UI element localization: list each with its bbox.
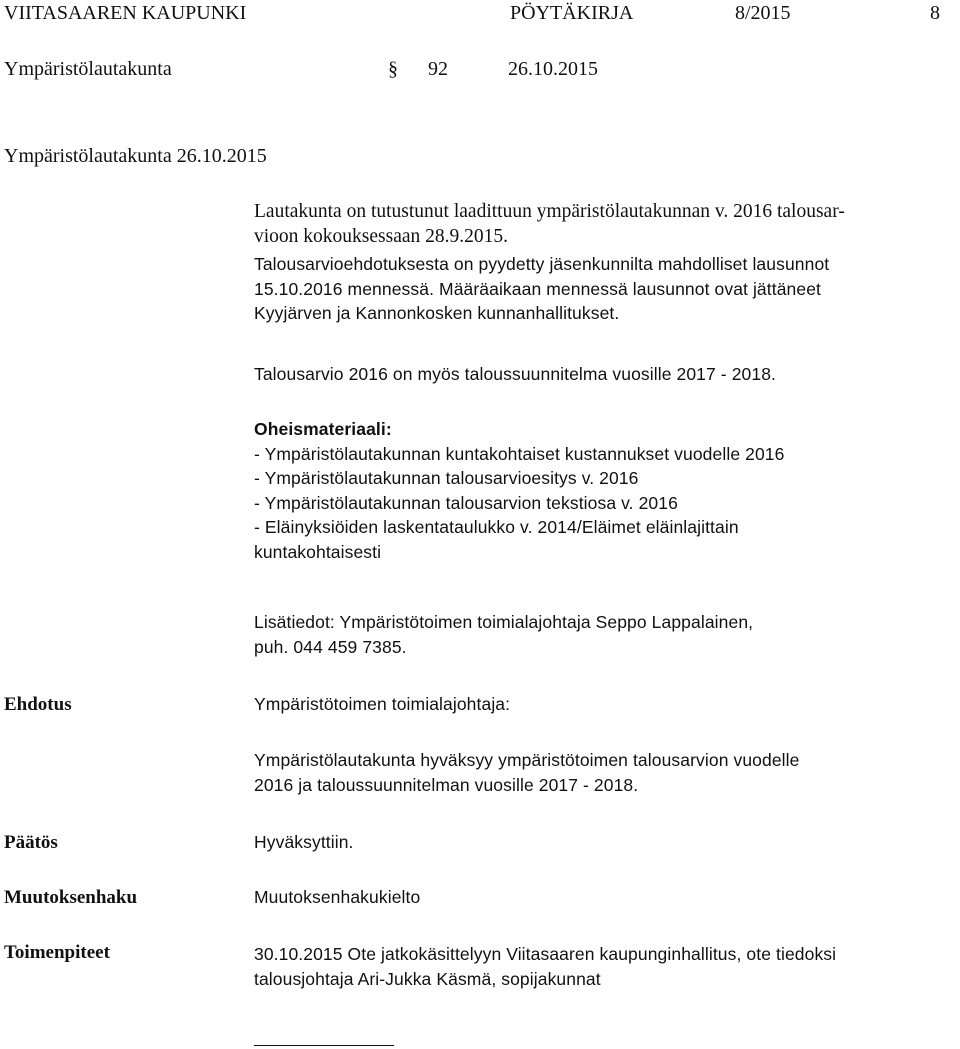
meeting-line: Ympäristölautakunta 26.10.2015	[4, 145, 267, 167]
statement-paragraph	[254, 252, 829, 326]
appeal-text: Muutoksenhakukielto	[254, 887, 421, 907]
appeal-label: Muutoksenhaku	[4, 887, 138, 908]
footer-rule	[254, 1045, 394, 1046]
statement-line: Talousarvioehdotuksesta on pyydetty jäsenkunnilta mahdolliset lausunnot	[254, 254, 830, 274]
intro-line: Lautakunta on tutustunut laadittuun ympäristölautakunnan v. 2016 talousar-	[254, 201, 845, 222]
proposal-label: Ehdotus	[4, 694, 72, 715]
proposal-text	[254, 748, 799, 797]
attachments-block	[254, 417, 784, 564]
proposal-line: Ympäristölautakunta hyväksyy ympäristötoimen talousarvion vuodelle	[254, 750, 800, 770]
actions-line: talousjohtaja Ari-Jukka Käsmä, sopijakunnat	[254, 968, 601, 989]
attachment-item: kuntakohtaisesti	[254, 541, 382, 562]
info-line: puh. 044 459 7385.	[254, 636, 407, 657]
attachment-item: - Ympäristölautakunnan talousarvioesitys v. 2016	[254, 468, 639, 488]
actions-label: Toimenpiteet	[4, 942, 110, 963]
attachments-title: Oheismateriaali:	[254, 419, 392, 439]
plan-line: Talousarvio 2016 on myös taloussuunnitelma vuosille 2017 - 2018.	[254, 364, 776, 384]
intro-line: vioon kokouksessaan 28.9.2015.	[254, 225, 509, 247]
attachment-item: - Ympäristölautakunnan kuntakohtaiset kustannukset vuodelle 2016	[254, 443, 785, 464]
info-line: Lisätiedot: Ympäristötoimen toimialajohtaja Seppo Lappalainen,	[254, 612, 754, 632]
org-name: VIITASAAREN KAUPUNKI	[4, 2, 247, 24]
attachment-item: - Eläinyksiöiden laskentataulukko v. 2014/Eläimet eläinlajittain	[254, 517, 739, 537]
proposal-line: 2016 ja taloussuunnitelman vuosille 2017 - 2018.	[254, 774, 639, 795]
info-block	[254, 610, 753, 659]
committee-name: Ympäristölautakunta	[4, 58, 172, 80]
proposal-presenter: Ympäristötoimen toimialajohtaja:	[254, 694, 511, 714]
attachment-item: - Ympäristölautakunnan talousarvion tekstiosa v. 2016	[254, 492, 678, 513]
section-number: 92	[428, 58, 448, 80]
decision-label: Päätös	[4, 832, 58, 853]
statement-line: Kyyjärven ja Kannonkosken kunnanhallitukset.	[254, 303, 620, 323]
decision-text: Hyväksyttiin.	[254, 832, 354, 852]
intro-paragraph	[254, 200, 845, 249]
doc-type: PÖYTÄKIRJA	[510, 2, 634, 24]
section-sign: §	[388, 58, 398, 80]
statement-line: 15.10.2016 mennessä. Määräaikaan mennessä lausunnot ovat jättäneet	[254, 278, 821, 299]
page-number: 8	[930, 2, 940, 24]
actions-line: 30.10.2015 Ote jatkokäsittelyyn Viitasaaren kaupunginhallitus, ote tiedoksi	[254, 944, 837, 964]
doc-number: 8/2015	[735, 2, 791, 24]
actions-text	[254, 942, 836, 991]
meeting-date: 26.10.2015	[508, 58, 598, 80]
